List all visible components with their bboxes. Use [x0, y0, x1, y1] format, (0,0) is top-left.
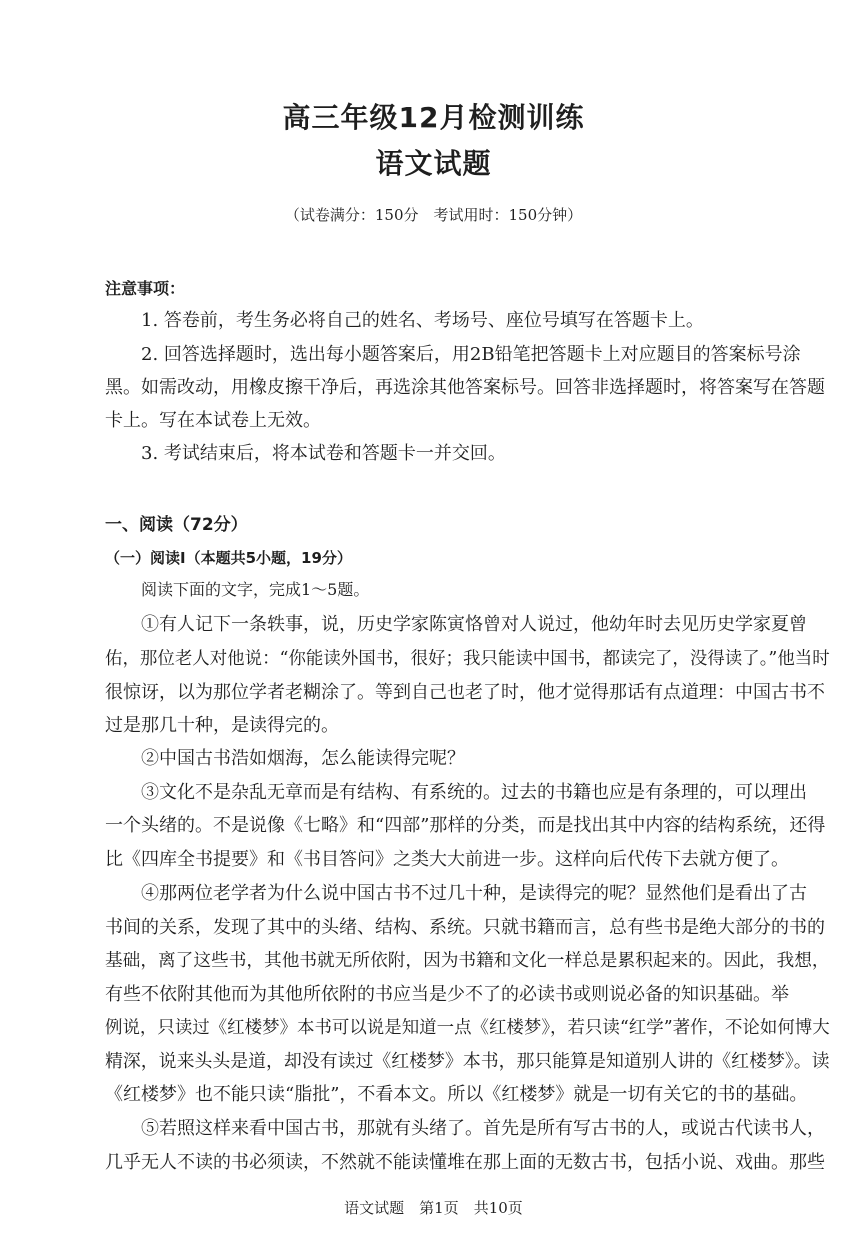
subsection-heading: （一）阅读Ⅰ（本题共5小题，19分）: [105, 549, 352, 567]
paragraph-3-line-1: ③文化不是杂乱无章而是有结构、有系统的。过去的书籍也应是有条理的，可以理出: [141, 782, 807, 803]
paragraph-3-line-2: 一个头绪的。不是说像《七略》和“四部”那样的分类，而是找出其中内容的结构系统，还得: [105, 815, 826, 836]
notice-heading: 注意事项：: [105, 279, 186, 298]
notice-item-2-line-3: 卡上。写在本试卷上无效。: [105, 410, 321, 431]
paragraph-4-line-5: 例说，只读过《红楼梦》本书可以说是知道一点《红楼梦》，若只读“红学”著作，不论如何博大: [105, 1018, 830, 1038]
paragraph-2-line-1: ②中国古书浩如烟海，怎么能读得完呢？: [141, 748, 465, 769]
subject-title: 语文试题: [375, 147, 492, 180]
reading-instruction: 阅读下面的文字，完成1～5题。: [141, 580, 370, 599]
paragraph-5-line-1: ⑤若照这样来看中国古书，那就有头绪了。首先是所有写古书的人，或说古代读书人，: [141, 1118, 825, 1139]
notice-item-2-line-1: 2. 回答选择题时，选出每小题答案后，用2B铅笔把答题卡上对应题目的答案标号涂: [141, 344, 801, 365]
paragraph-1-line-3: 很惊讶，以为那位学者老糊涂了。等到自己也老了时，他才觉得那话有点道理：中国古书不: [105, 682, 825, 703]
notice-item-2-line-2: 黑。如需改动，用橡皮擦干净后，再选涂其他答案标号。回答非选择题时，将答案写在答题: [105, 377, 825, 398]
notice-item-1: 1. 答卷前，考生务必将自己的姓名、考场号、座位号填写在答题卡上。: [141, 310, 704, 331]
paragraph-4-line-1: ④那两位老学者为什么说中国古书不过几十种，是读得完的呢？显然他们是看出了古: [141, 883, 807, 904]
notice-item-3: 3. 考试结束后，将本试卷和答题卡一并交回。: [141, 443, 506, 464]
paragraph-4-line-6: 精深，说来头头是道，却没有读过《红楼梦》本书，那只能算是知道别人讲的《红楼梦》。读: [105, 1051, 830, 1072]
paragraph-4-line-7: 《红楼梦》也不能只读“脂批”，不看本文。所以《红楼梦》就是一切有关它的书的基础。: [105, 1084, 808, 1105]
paragraph-1-line-2: 佑，那位老人对他说：“你能读外国书，很好；我只能读中国书，都读完了，没得读了。”他当时: [105, 649, 830, 669]
paragraph-4-line-4: 有些不依附其他而为其他所依附的书应当是少不了的必读书或则说必备的知识基础。举: [105, 984, 789, 1005]
paragraph-1-line-1: ①有人记下一条轶事，说，历史学家陈寅恪曾对人说过，他幼年时去见历史学家夏曾: [141, 614, 807, 635]
paragraph-5-line-2: 几乎无人不读的书必须读，不然就不能读懂堆在那上面的无数古书，包括小说、戏曲。那些: [105, 1152, 825, 1173]
paragraph-4-line-3: 基础，离了这些书，其他书就无所依附，因为书籍和文化一样总是累积起来的。因此，我想，: [105, 951, 830, 971]
score-info: （试卷满分：150分 考试用时：150分钟）: [284, 206, 583, 224]
paragraph-3-line-3: 比《四库全书提要》和《书目答问》之类大大前进一步。这样向后代传下去就方便了。: [105, 849, 789, 870]
exam-title: 高三年级12月检测训练: [282, 101, 585, 134]
page-footer: 语文试题 第1页 共10页: [344, 1199, 523, 1217]
paragraph-4-line-2: 书间的关系，发现了其中的头绪、结构、系统。只就书籍而言，总有些书是绝大部分的书的: [105, 917, 825, 938]
section-heading: 一、阅读（72分）: [105, 515, 248, 535]
paragraph-1-line-4: 过是那几十种，是读得完的。: [105, 715, 339, 736]
